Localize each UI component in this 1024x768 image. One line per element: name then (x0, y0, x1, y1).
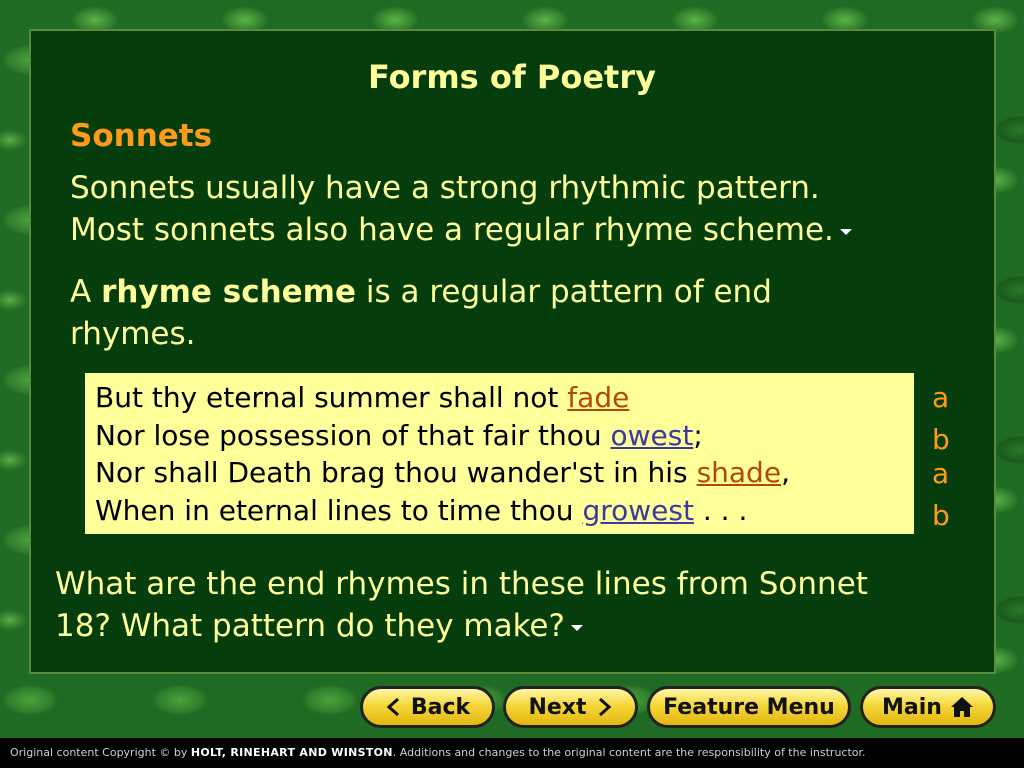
rhyme-word-shade: shade (696, 456, 782, 489)
slide-subtitle: Sonnets (70, 118, 213, 154)
feature-menu-label: Feature Menu (663, 694, 835, 720)
rhyme-word-owest: owest (610, 418, 694, 452)
poem-box (85, 373, 914, 534)
rhyme-letter-2: b (932, 423, 950, 456)
intro-line-1: Sonnets usually have a strong rhythmic pattern. (70, 170, 820, 206)
main-label: Main (882, 694, 942, 720)
question-line-2: 18? What pattern do they make? (55, 608, 565, 644)
rhyme-letter-4: b (932, 499, 950, 532)
poem-line-4: When in eternal lines to time thou growest . . . (95, 493, 748, 527)
copyright-footer: Original content Copyright © by HOLT, RINEHART AND WINSTON. Additions and changes to the original content are the responsibility of the instructor. (0, 738, 1024, 768)
home-icon (950, 696, 974, 718)
publisher-name: HOLT, RINEHART AND WINSTON (190, 746, 393, 759)
chevron-left-icon (385, 697, 403, 717)
question-line-1: What are the end rhymes in these lines from Sonnet (55, 566, 868, 602)
chevron-right-icon (595, 697, 613, 717)
definition-paragraph (70, 271, 772, 355)
next-label: Next (528, 694, 587, 720)
intro-paragraph (70, 167, 852, 251)
question-paragraph (55, 563, 868, 647)
animation-arrow-icon[interactable] (571, 625, 583, 631)
definition-term: rhyme scheme (101, 274, 356, 310)
rhyme-letter-1: a (932, 381, 950, 414)
main-button[interactable] (860, 686, 996, 728)
back-label: Back (410, 694, 471, 720)
back-button[interactable] (360, 686, 495, 728)
definition-prefix: A (70, 274, 102, 310)
definition-line-2: rhymes. (70, 316, 196, 352)
rhyme-word-growest: growest (582, 493, 694, 527)
feature-menu-button[interactable] (647, 686, 851, 728)
poem-line-3: Nor shall Death brag thou wander'st in his shade, (95, 456, 790, 489)
rhyme-letter-3: a (932, 457, 950, 490)
rhyme-word-fade: fade (567, 381, 630, 414)
poem-line-2: Nor lose possession of that fair thou owest; (95, 418, 703, 452)
animation-arrow-icon[interactable] (840, 229, 852, 235)
poem-line-1: But thy eternal summer shall not fade (95, 381, 630, 414)
slide-title: Forms of Poetry (368, 58, 656, 96)
intro-line-2: Most sonnets also have a regular rhyme scheme. (70, 212, 834, 248)
definition-rest: is a regular pattern of end (356, 274, 772, 310)
next-button[interactable] (503, 686, 638, 728)
